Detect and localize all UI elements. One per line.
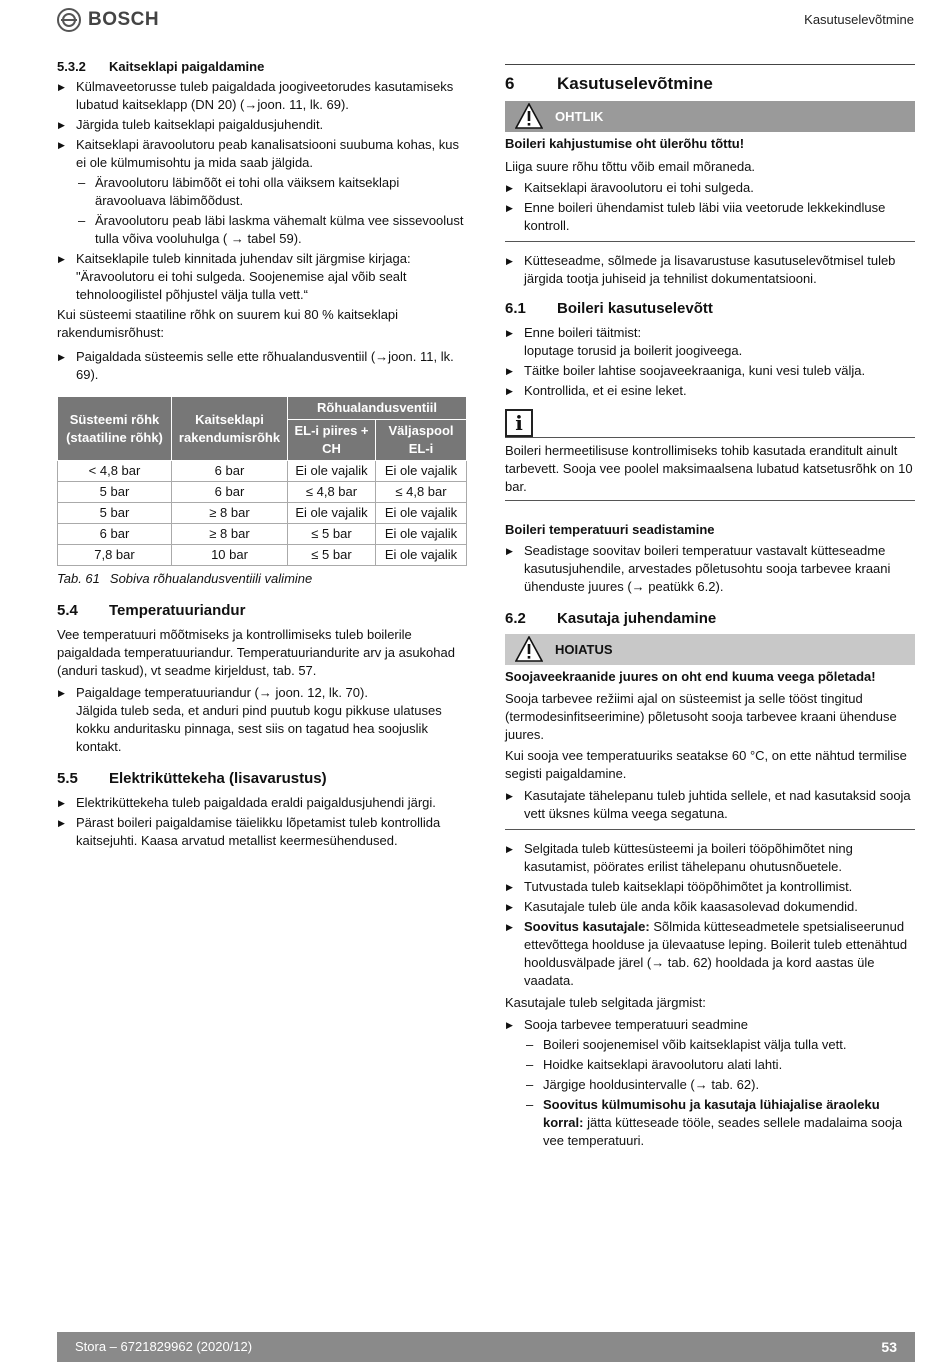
- list-item: ▶ Enne boileri ühendamist tuleb läbi viia veetorude lekkekindluse kontroll.: [505, 199, 915, 235]
- sub-list-item: – Järgige hooldusintervalle (→ tab. 62).: [524, 1076, 915, 1094]
- sub-list-item: – Äravoolutoru läbimõõt ei tohi olla väiksem kaitseklapi äravooluava läbimõõdust.: [76, 174, 467, 210]
- danger-banner: OHTLIK: [505, 101, 915, 132]
- table-cell-system: 6 bar: [58, 524, 172, 545]
- col-header-system-pressure: Süsteemi rõhk (staatiline rõhk): [58, 397, 172, 461]
- warning-triangle-icon: [515, 103, 543, 131]
- list-after-danger: [505, 252, 915, 288]
- table-cell-valve: ≥ 8 bar: [172, 503, 288, 524]
- list-item: ▶ Soovitus kasutajale: Sõlmida kütteseadmetele spetsialiseerunud ettevõttega hoolduse ja ülevaatuse leping. Boilerit tuleb ettenähtud hooldusvälpade järel (→ tab. 62) hooldada ja kord aastas üle vaadata.: [505, 918, 915, 990]
- list-item: ▶ Kaitseklapi äravoolutoru peab kanalisatsiooni suubuma kohas, kus ei ole külmumisohtu ja mida saab jälgida. – Äravoolutoru läbimõõt ei tohi olla väiksem kaitseklapi äravooluava läbimõõdust. – Äravoolutoru peab läbi laskma vähemalt külma vee sissevoolust tulla võiva vooluhulga ( → tabel 59).: [57, 136, 467, 248]
- col-header-out-eu: Väljaspool EL-i: [376, 420, 467, 461]
- table-cell-in-eu: ≤ 4,8 bar: [288, 482, 376, 503]
- right-column: [505, 64, 915, 1152]
- list-item: ▶ Kontrollida, et ei esine leket.: [505, 382, 915, 400]
- sub-list: [524, 1036, 915, 1150]
- info-icon: i: [505, 409, 533, 437]
- table-caption: Tab. 61 Sobiva rõhualandusventiili valimine: [57, 571, 313, 586]
- list-item: ▶ Täitke boiler lahtise soojaveekraaniga, kuni vesi tuleb välja.: [505, 362, 915, 380]
- list-item: ▶ Külmaveetorusse tuleb paigaldada joogiveetorudes kasutamiseks lubatud kaitseklapp (DN 20) (→joon. 11, lk. 69).: [57, 78, 467, 114]
- list-6-1: [505, 324, 915, 400]
- heading-6-1: 6.1 Boileri kasutuselevõtt: [505, 300, 713, 317]
- info-text: Boileri hermeetilisuse kontrollimiseks tohib kasutada eranditult ainult tarbevett. Sooja vee poolel maksimaalsena lubatud katsetusrõhk on 10 bar.: [505, 443, 913, 494]
- paragraph: Kasutajale tuleb selgitada järgmist:: [505, 995, 706, 1010]
- list-item: ▶ Enne boileri täitmist: loputage torusid ja boilerit joogiveega.: [505, 324, 915, 360]
- bosch-armature-icon: [57, 8, 81, 32]
- paragraph: Kui sooja vee temperatuuriks seatakse 60 °C, on ette nähtud termilise segisti paigaldamine.: [505, 748, 907, 781]
- table-cell-valve: 6 bar: [172, 482, 288, 503]
- table-cell-out-eu: Ei ole vajalik: [376, 461, 467, 482]
- col-header-reducer: Rõhualandusventiil: [288, 397, 467, 420]
- paragraph: Vee temperatuuri mõõtmiseks ja kontrollimiseks tuleb boilerile paigaldada temperatuuriandur. Temperatuuriandurite arv ja asukohad (anduri taskud), vt seadme kirjeldust, tab. 57.: [57, 627, 455, 678]
- list-item: ▶ Tutvustada tuleb kaitseklapi tööpõhimõtet ja kontrollimist.: [505, 878, 915, 896]
- sub-list: [76, 174, 467, 248]
- list-item: ▶ Selgitada tuleb küttesüsteemi ja boileri tööpõhimõtet ning kasutamist, pöörates erilist tähelepanu ohutusnõuetele.: [505, 840, 915, 876]
- list-item: ▶ Elektriküttekeha tuleb paigaldada eraldi paigaldusjuhendi järgi.: [57, 794, 467, 812]
- paragraph: Kui süsteemi staatiline rõhk on suurem kui 80 % kaitseklapi rakendumisrõhust:: [57, 307, 399, 340]
- list-instructions: [505, 840, 915, 990]
- table-cell-in-eu: ≤ 5 bar: [288, 545, 376, 566]
- table-cell-system: 5 bar: [58, 503, 172, 524]
- list-item: ▶ Paigaldada süsteemis selle ette rõhualandusventiil (→joon. 11, lk. 69).: [57, 348, 467, 384]
- table-cell-out-eu: Ei ole vajalik: [376, 545, 467, 566]
- footer-doc-id: Stora – 6721829962 (2020/12): [75, 1339, 253, 1354]
- heading-6: 6 Kasutuselevõtmine: [505, 64, 915, 93]
- page-number: 53: [881, 1339, 897, 1355]
- table-cell-in-eu: Ei ole vajalik: [288, 461, 376, 482]
- list-reducer: [57, 348, 467, 384]
- sub-list-item: – Soovitus külmumisohu ja kasutaja lühiajalise äraoleku korral: jätta kütteseade tööle, seades sellele madalaima sooja vee temperatuuri.: [524, 1096, 915, 1150]
- table-cell-valve: 10 bar: [172, 545, 288, 566]
- table-row: [58, 461, 467, 482]
- paragraph: Sooja tarbevee režiimi ajal on süsteemist ja selle tööst tingitud (termodesinfitseerimine) põletusoht sooja tarbevee kraani ühenduse juures.: [505, 691, 897, 742]
- table-cell-system: 5 bar: [58, 482, 172, 503]
- heading-5-3-2: 5.3.2 Kaitseklapi paigaldamine: [57, 59, 265, 74]
- list-item: ▶ Kasutajate tähelepanu tuleb juhtida sellele, et nad kasutaksid sooja vett üksnes külma veega segatuna.: [505, 787, 915, 823]
- col-header-in-eu: EL-i piires + CH: [288, 420, 376, 461]
- list-item: ▶ Paigaldage temperatuuriandur (→ joon. 12, lk. 70). Jälgida tuleb seda, et anduri pind puutub kogu pikkuse ulatuses kokku anduritasku pinnaga, sest siis on tagatud hea soojuslik kontakt.: [57, 684, 467, 756]
- table-cell-out-eu: ≤ 4,8 bar: [376, 482, 467, 503]
- list-item: ▶ Järgida tuleb kaitseklapi paigaldusjuhendit.: [57, 116, 467, 134]
- heading-6-2: 6.2 Kasutaja juhendamine: [505, 610, 717, 627]
- warning-headline: Soojaveekraanide juures on oht end kuuma veega põletada!: [505, 669, 876, 684]
- divider: [505, 829, 915, 830]
- divider: [505, 500, 915, 501]
- list-5-5: [57, 794, 467, 850]
- left-column: [57, 58, 467, 852]
- col-header-valve-pressure: Kaitseklapi rakendumisrõhk: [172, 397, 288, 461]
- table-cell-system: 7,8 bar: [58, 545, 172, 566]
- table-row: [58, 545, 467, 566]
- warning-banner: HOIATUS: [505, 634, 915, 665]
- heading-5-5: 5.5 Elektriküttekeha (lisavarustus): [57, 770, 327, 787]
- bosch-logo: [57, 8, 159, 32]
- info-box: [505, 410, 915, 438]
- list-5-4: [57, 684, 467, 756]
- table-cell-out-eu: Ei ole vajalik: [376, 524, 467, 545]
- table-row: [58, 524, 467, 545]
- list-item: ▶ Kaitseklapile tuleb kinnitada juhendav silt järgmise kirjaga: "Äravoolutoru ei tohi sulgeda. Soojenemise ajal võib sealt tehnoloogilistel põhjustel välja tulla vett.“: [57, 250, 467, 304]
- list-item: ▶ Seadistage soovitav boileri temperatuur vastavalt kütteseadme kasutusjuhendile, arvestades põletusohtu sooja tarbevee kraani ühenduste juures (→ peatükk 6.2).: [505, 542, 915, 596]
- table-cell-in-eu: ≤ 5 bar: [288, 524, 376, 545]
- table-cell-out-eu: Ei ole vajalik: [376, 503, 467, 524]
- list-explain: [505, 1016, 915, 1150]
- list-item: ▶ Kütteseadme, sõlmede ja lisavarustuse kasutuselevõtmisel tuleb järgida tootja juhiseid ja tehnilist dokumentatsiooni.: [505, 252, 915, 288]
- table-cell-valve: 6 bar: [172, 461, 288, 482]
- divider: [505, 241, 915, 242]
- sub-list-item: – Hoidke kaitseklapi äravoolutoru alati lahti.: [524, 1056, 915, 1074]
- table-row: [58, 503, 467, 524]
- paragraph: Liiga suure rõhu tõttu võib email mõraneda.: [505, 159, 756, 174]
- warning-list: [505, 787, 915, 823]
- table-cell-valve: ≥ 8 bar: [172, 524, 288, 545]
- sub-list-item: – Äravoolutoru peab läbi laskma vähemalt külma vee sissevoolust tulla võiva vooluhulga ( → tabel 59).: [76, 212, 467, 248]
- table-cell-system: < 4,8 bar: [58, 461, 172, 482]
- warning-triangle-icon: [515, 636, 543, 664]
- list-5-3-2: [57, 78, 467, 304]
- list-item: ▶ Kaitseklapi äravoolutoru ei tohi sulgeda.: [505, 179, 915, 197]
- temp-subheading: Boileri temperatuuri seadistamine: [505, 522, 715, 537]
- header-section-title: Kasutuselevõtmine: [804, 12, 914, 27]
- footer: [57, 1332, 915, 1362]
- list-item: ▶ Sooja tarbevee temperatuuri seadmine – Boileri soojenemisel võib kaitseklapist välja tulla vett. – Hoidke kaitseklapi äravoolutoru alati lahti. – Järgige hooldusintervalle (→ tab. 62). – Soovitus külmumisohu ja kasutaja lühiajalise äraoleku korral: jätta kütteseade tööle, seades sellele madalaima sooja vee temperatuuri.: [505, 1016, 915, 1150]
- brand-name: BOSCH: [88, 9, 160, 30]
- heading-5-4: 5.4 Temperatuuriandur: [57, 602, 246, 619]
- sub-list-item: – Boileri soojenemisel võib kaitseklapist välja tulla vett.: [524, 1036, 915, 1054]
- list-temp: [505, 542, 915, 596]
- danger-headline: Boileri kahjustumise oht ülerõhu tõttu!: [505, 136, 745, 151]
- table-row: [58, 482, 467, 503]
- danger-list: [505, 179, 915, 235]
- list-item: ▶ Kasutajale tuleb üle anda kõik kaasasolevad dokumendid.: [505, 898, 915, 916]
- pressure-relief-table: [57, 396, 467, 566]
- list-item: ▶ Pärast boileri paigaldamise täielikku lõpetamist tuleb kontrollida kaitsejuhti. Kaasa arvatud metallist keermesühendused.: [57, 814, 467, 850]
- table-cell-in-eu: Ei ole vajalik: [288, 503, 376, 524]
